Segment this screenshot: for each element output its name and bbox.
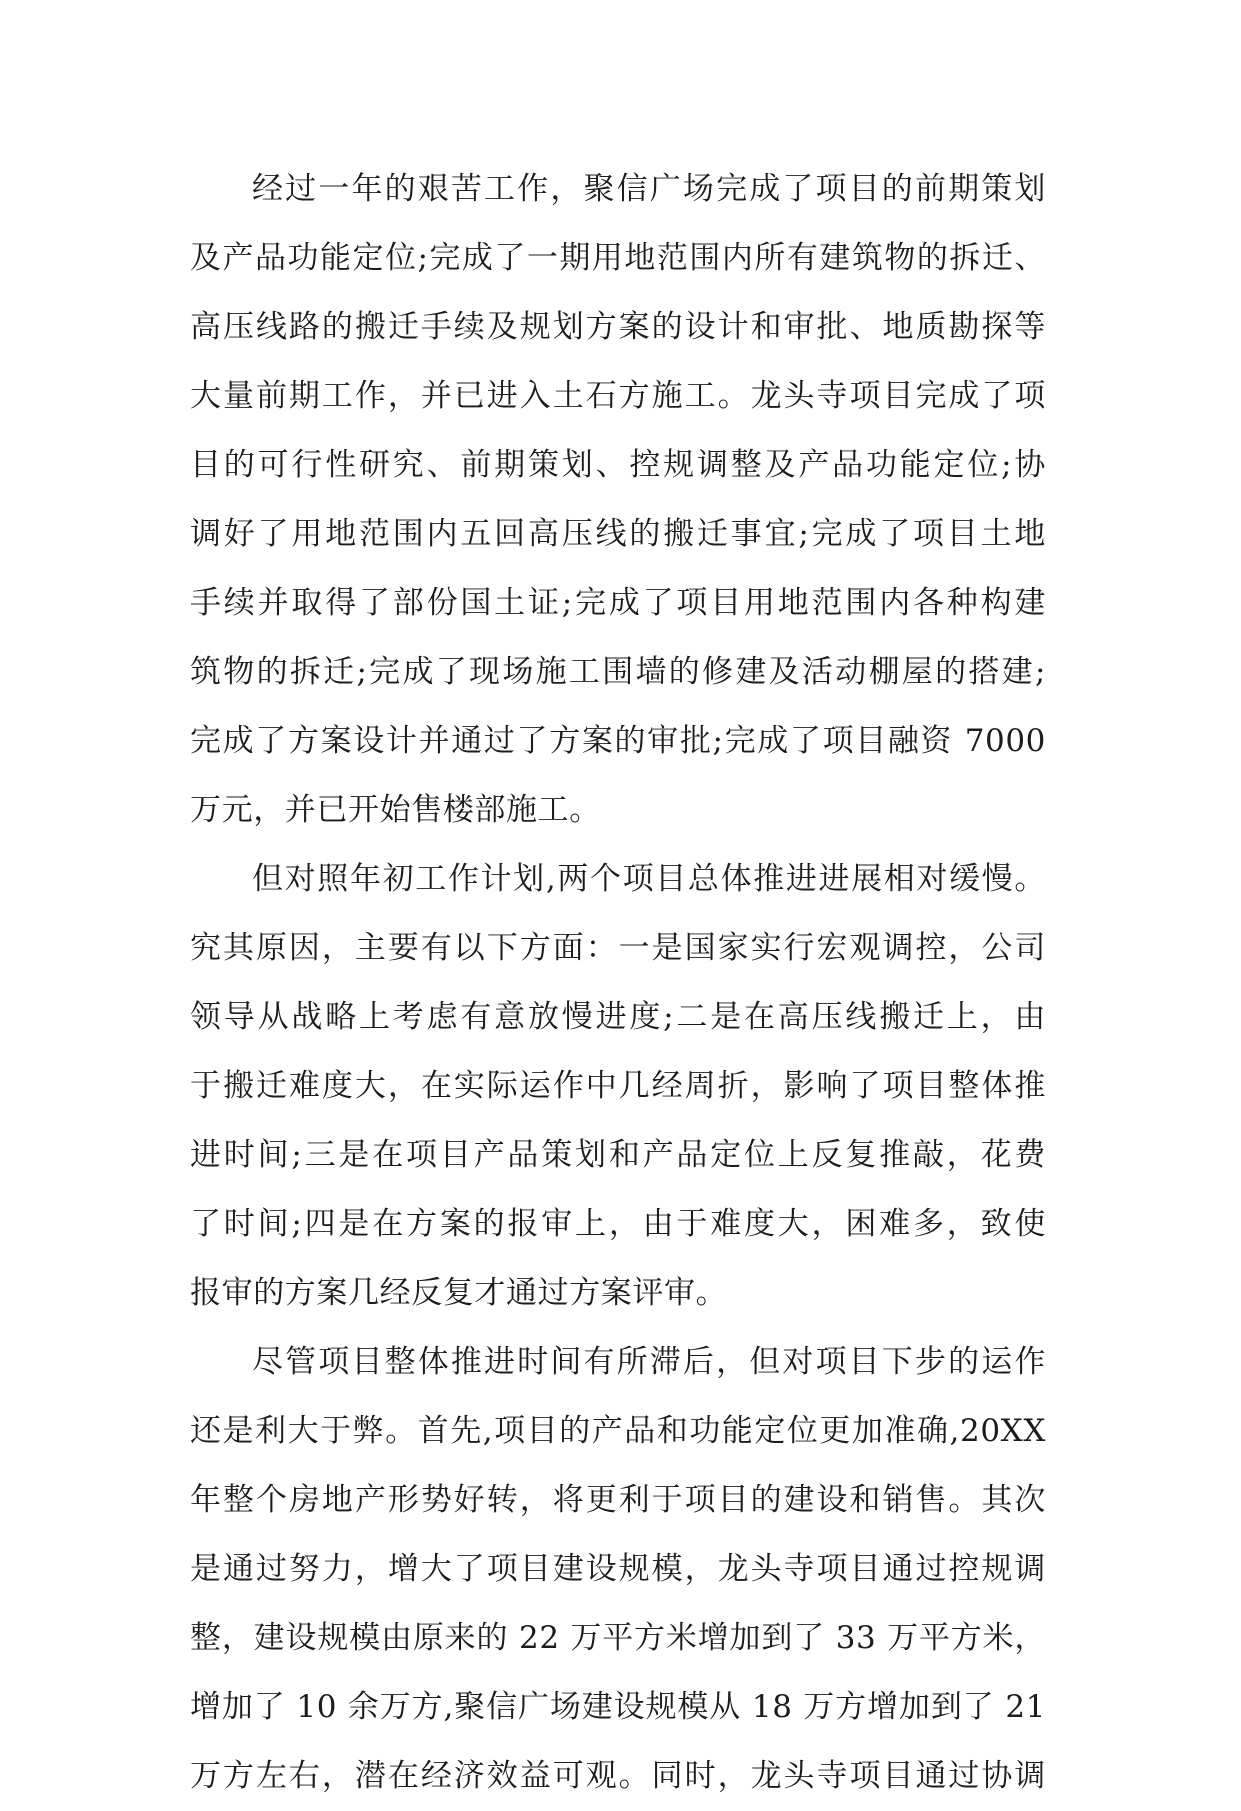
paragraph-line: 手续并取得了部份国土证;完成了项目用地范围内各种构建 [190,585,1046,621]
paragraph-line: 大量前期工作，并已进入土石方施工。龙头寺项目完成了项 [190,378,1046,414]
paragraph-2 [190,845,1046,1328]
paragraph-line: 尽管项目整体推进时间有所滞后，但对项目下步的运作 [252,1344,1046,1380]
paragraph-line: 增加了 10 余万方,聚信广场建设规模从 18 万方增加到了 21 [190,1689,1046,1725]
paragraph-line: 报审的方案几经反复才通过方案评审。 [190,1275,728,1311]
paragraph-line: 整，建设规模由原来的 22 万平方米增加到了 33 万平方米， [190,1620,1046,1656]
paragraph-line: 但对照年初工作计划,两个项目总体推进进展相对缓慢。 [252,861,1046,897]
paragraph-line: 经过一年的艰苦工作，聚信广场完成了项目的前期策划 [252,171,1046,207]
document-body [190,155,1046,1811]
paragraph-line: 究其原因，主要有以下方面：一是国家实行宏观调控，公司 [190,930,1046,966]
paragraph-line: 还是利大于弊。首先,项目的产品和功能定位更加准确,20XX [190,1413,1046,1449]
paragraph-line: 及产品功能定位;完成了一期用地范围内所有建筑物的拆迁、 [190,240,1046,276]
paragraph-line: 完成了方案设计并通过了方案的审批;完成了项目融资 7000 [190,723,1046,759]
paragraph-line: 目的可行性研究、前期策划、控规调整及产品功能定位;协 [190,447,1046,483]
paragraph-line: 调好了用地范围内五回高压线的搬迁事宜;完成了项目土地 [190,516,1046,552]
paragraph-1 [190,155,1046,845]
paragraph-line: 万元，并已开始售楼部施工。 [190,792,601,828]
paragraph-line: 于搬迁难度大，在实际运作中几经周折，影响了项目整体推 [190,1068,1046,1104]
paragraph-line: 领导从战略上考虑有意放慢进度;二是在高压线搬迁上，由 [190,999,1046,1035]
paragraph-line: 了时间;四是在方案的报审上，由于难度大，困难多，致使 [190,1206,1046,1242]
paragraph-line: 万方左右，潜在经济效益可观。同时，龙头寺项目通过协调 [190,1758,1046,1794]
paragraph-line: 高压线路的搬迁手续及规划方案的设计和审批、地质勘探等 [190,309,1046,345]
paragraph-3 [190,1328,1046,1811]
paragraph-line: 是通过努力，增大了项目建设规模，龙头寺项目通过控规调 [190,1551,1046,1587]
paragraph-line: 筑物的拆迁;完成了现场施工围墙的修建及活动棚屋的搭建; [190,654,1046,690]
paragraph-line: 年整个房地产形势好转，将更利于项目的建设和销售。其次 [190,1482,1046,1518]
paragraph-line: 进时间;三是在项目产品策划和产品定位上反复推敲，花费 [190,1137,1046,1173]
